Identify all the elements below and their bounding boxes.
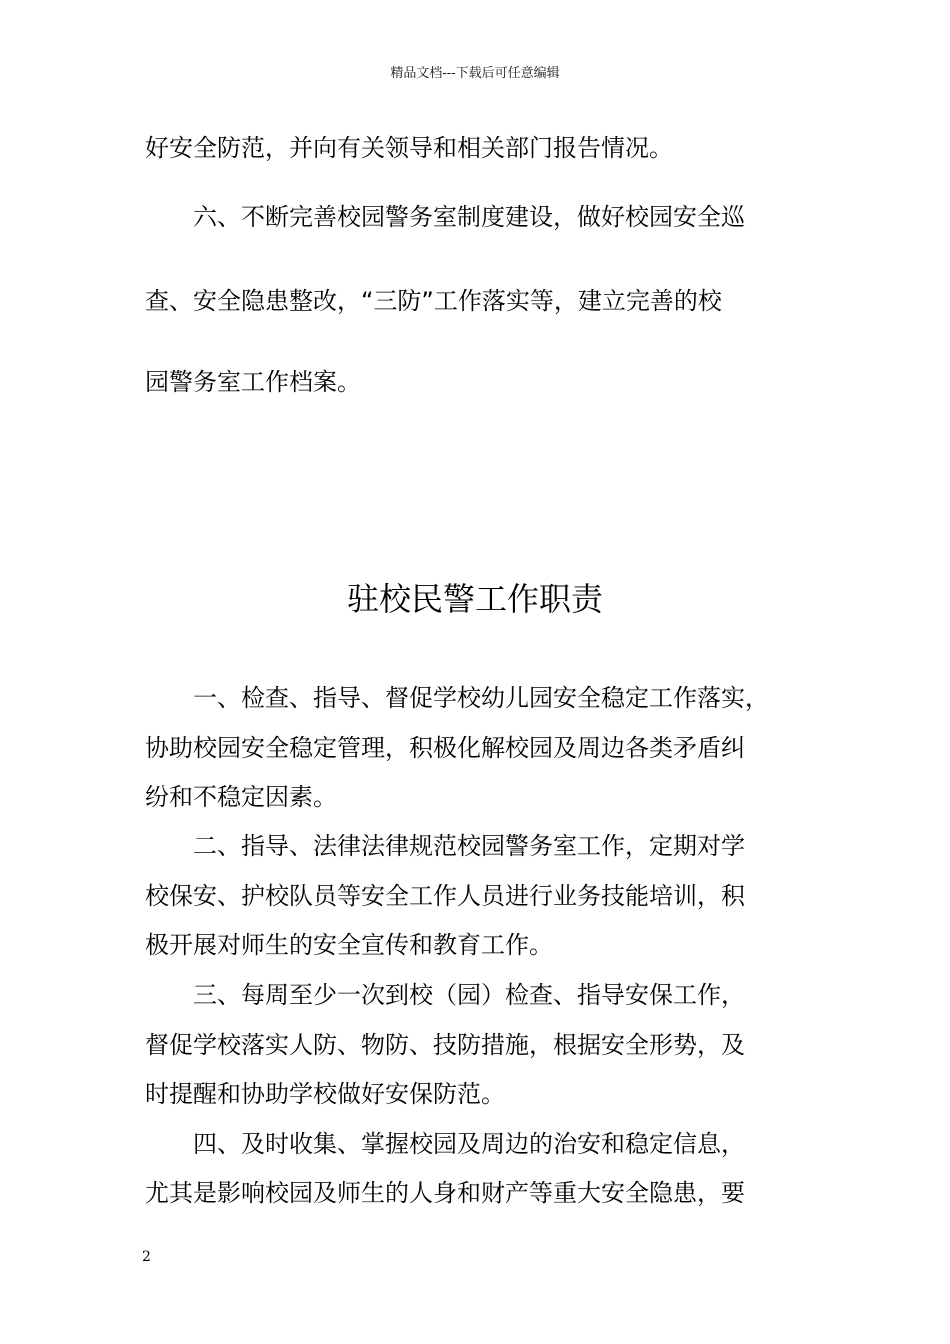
body-line: 时提醒和协助学校做好安保防范。 <box>145 1080 505 1108</box>
body-line: 四、及时收集、掌握校园及周边的治安和稳定信息， <box>193 1130 745 1158</box>
body-line: 校保安、护校队员等安全工作人员进行业务技能培训，积 <box>145 882 745 910</box>
section-title: 驻校民警工作职责 <box>346 580 603 618</box>
body-line: 好安全防范，并向有关领导和相关部门报告情况。 <box>145 134 673 162</box>
body-line: 纷和不稳定因素。 <box>145 783 337 811</box>
page-number: 2 <box>142 1249 151 1265</box>
body-line: 协助校园安全稳定管理，积极化解校园及周边各类矛盾纠 <box>145 734 745 762</box>
body-line: 六、不断完善校园警务室制度建设，做好校园安全巡 <box>193 203 745 231</box>
body-line: 极开展对师生的安全宣传和教育工作。 <box>145 931 553 959</box>
body-line: 尤其是影响校园及师生的人身和财产等重大安全隐患，要 <box>145 1179 745 1207</box>
body-line: 督促学校落实人防、物防、技防措施，根据安全形势，及 <box>145 1031 745 1059</box>
body-line: 三、每周至少一次到校（园）检查、指导安保工作， <box>193 981 745 1009</box>
body-line: 二、指导、法律法律规范校园警务室工作，定期对学 <box>193 832 745 860</box>
body-line: 查、安全隐患整改，“三防”工作落实等，建立完善的校 <box>145 287 722 315</box>
page-header: 精品文档---下载后可任意编辑 <box>390 66 560 81</box>
body-line: 园警务室工作档案。 <box>145 368 361 396</box>
body-line: 一、检查、指导、督促学校幼儿园安全稳定工作落实， <box>193 684 769 712</box>
